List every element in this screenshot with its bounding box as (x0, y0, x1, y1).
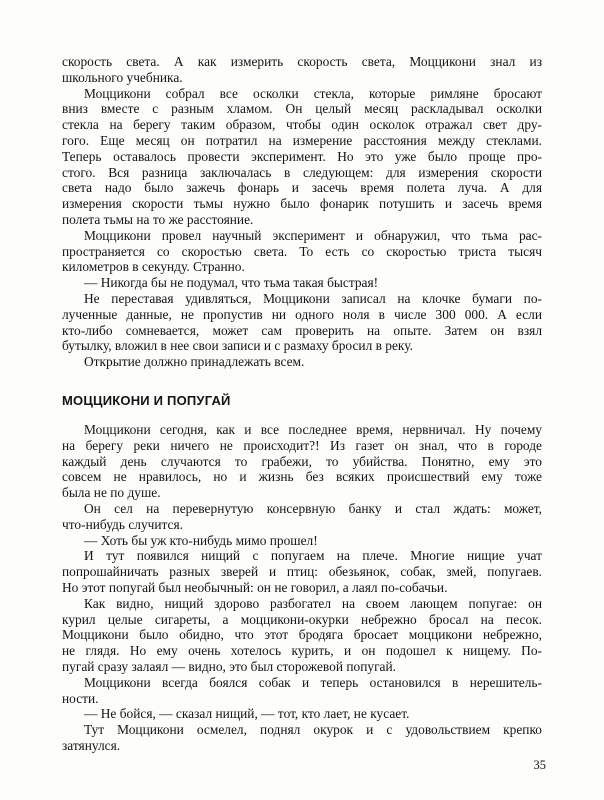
text-line: что-нибудь случится. (62, 516, 184, 532)
text-line: бутылку, вложил в нее свои записи и с размаху бросил в реку. (62, 338, 413, 354)
text-line: лученные данные, не пропустив ни одного ноля в числе 300 000. А если (62, 306, 542, 322)
dialogue-line: — Хоть бы уж кто-нибудь мимо прошел! (84, 532, 318, 548)
text-line: полета тьмы на то же расстояние. (62, 211, 254, 227)
text-line: курил целые сигареты, а моццикони-окурки небрежно бросал на песок. (62, 611, 542, 627)
text-line: скорость света. А как измерить скорость света, Моццикони знал из (62, 54, 542, 69)
text-line: километров в секунду. Странно. (62, 259, 245, 275)
paragraph-start-line: Моццикони всегда боялся собак и теперь остановился в нерешитель- (84, 674, 542, 690)
paragraph-start-line: Моццикони провел научный эксперимент и обнаружил, что тьма рас- (84, 227, 542, 243)
text-line: измерения скорости тьмы нужно было фонарик потушить и засечь время (62, 196, 542, 212)
text-line: каждый день случаются то грабежи, то убийства. Понятно, ему это (62, 453, 542, 469)
text-line: гого. Еще месяц он потратил на измерение расстояния между стеклами. (62, 132, 542, 148)
text-line: была не по душе. (62, 485, 161, 501)
text-section-light-and-darkness (62, 54, 542, 370)
text-line: кто-либо сомневается, может сам проверить на опыте. Затем он взял (62, 322, 542, 338)
text-line: Моццикони было обидно, что этот бродяга бросает моццикони небрежно, (62, 627, 542, 643)
paragraph-start-line: Как видно, нищий здорово разбогател на своем лающем попугае: он (84, 595, 542, 611)
paragraph-start-line: Моццикони собрал все осколки стекла, которые римляне бросают (84, 85, 542, 101)
text-line: стого. Вся разница заключалась в следующем: для измерения скорости (62, 164, 542, 180)
text-line: пугай сразу залаял — видно, это был сторожевой попугай. (62, 658, 397, 674)
text-line: на берегу реки ничего не происходит?! Из газет он знал, что в городе (62, 437, 542, 453)
paragraph-start-line: И тут появился нищий с попугаем на плече. Многие нищие учат (84, 548, 542, 564)
section-heading: МОЦЦИКОНИ И ПОПУГАЙ (62, 393, 231, 408)
paragraph-start-line: Не переставая удивляться, Моццикони записал на клочке бумаги по- (84, 290, 542, 306)
dialogue-line: — Не бойся, — сказал нищий, — тот, кто лает, не кусает. (84, 706, 410, 722)
paragraph-start-line: Моццикони сегодня, как и все последнее время, нервничал. Ну почему (84, 422, 542, 437)
text-line: ности. (62, 690, 99, 706)
text-line: не глядя. Но ему очень хотелось курить, и он подошел к нищему. По- (62, 643, 542, 659)
text-line: света надо было зажечь фонарь и засечь время полета луча. А для (62, 180, 542, 196)
text-line: попрошайничать разных зверей и птиц: обезьянок, собак, змей, попугаев. (62, 564, 542, 580)
text-line: Но этот попугай был необычный: он не говорил, а лаял по-собачьи. (62, 579, 448, 595)
page-number: 35 (533, 758, 546, 772)
text-section-parrot (62, 422, 542, 754)
text-line: Теперь оставалось провести эксперимент. Но это уже было проще про- (62, 148, 542, 164)
text-line: стекла на берегу таким образом, чтобы один осколок отражал свет дру- (62, 117, 542, 133)
paragraph-start-line: Открытие должно принадлежать всем. (84, 354, 305, 370)
paragraph-start-line: Он сел на перевернутую консервную банку и стал ждать: может, (84, 500, 542, 516)
text-line: затянулся. (62, 737, 121, 753)
text-line: школьного учебника. (62, 69, 183, 85)
dialogue-line: — Никогда бы не подумал, что тьма такая быстрая! (84, 275, 379, 291)
paragraph-start-line: Тут Моццикони осмелел, поднял окурок и с удовольствием крепко (84, 722, 542, 738)
text-line: пространяется со скоростью света. То есть со скоростью триста тысяч (62, 243, 542, 259)
text-line: вниз вместе с разным хламом. Он целый месяц раскладывал осколки (62, 101, 542, 117)
text-line: совсем не нравилось, но и жизнь без всяких происшествий ему тоже (62, 469, 542, 485)
